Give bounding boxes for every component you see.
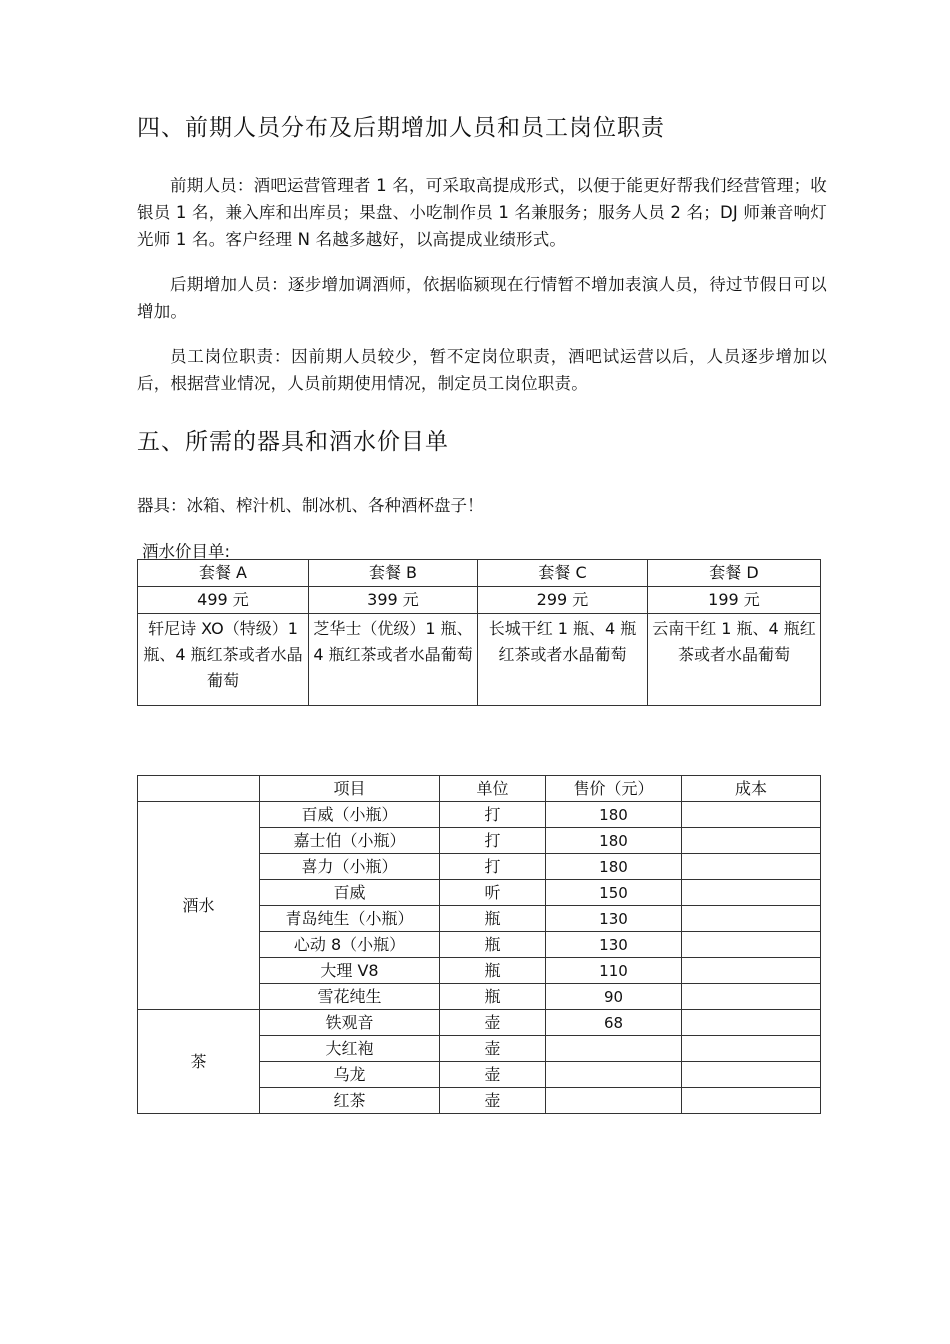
- item-cost: [682, 958, 821, 984]
- menu-header-row: [138, 776, 821, 802]
- header-cost: 成本: [682, 776, 821, 802]
- header-price: 售价（元）: [546, 776, 682, 802]
- item-name: 心动 8（小瓶）: [260, 932, 440, 958]
- item-name: 大理 V8: [260, 958, 440, 984]
- item-unit: 打: [440, 802, 546, 828]
- price-list-label: 酒水价目单:: [142, 542, 231, 561]
- package-price: 499 元: [138, 587, 309, 614]
- package-desc-row: [138, 614, 821, 706]
- section4-para-later-staff: 后期增加人员：逐步增加调酒师，依据临颍现在行情暂不增加表演人员，待过节假日可以增加。: [137, 275, 827, 321]
- item-unit: 瓶: [440, 984, 546, 1010]
- package-desc: 长城干红 1 瓶、4 瓶红茶或者水晶葡萄: [478, 614, 648, 706]
- item-unit: 瓶: [440, 958, 546, 984]
- item-name: 乌龙: [260, 1062, 440, 1088]
- package-name: 套餐 B: [309, 560, 478, 587]
- item-price: 90: [546, 984, 682, 1010]
- package-price: 399 元: [309, 587, 478, 614]
- item-unit: 壶: [440, 1010, 546, 1036]
- category-drinks: 酒水: [138, 802, 260, 1010]
- section4-para-initial-staff: 前期人员：酒吧运营管理者 1 名，可采取高提成形式，以便于能更好帮我们经营管理；收银员 1 名，兼入库和出库员；果盘、小吃制作员 1 名兼服务；服务人员 2 名；DJ 师兼音响灯光师 1 名。客户经理 N 名越多越好，以高提成业绩形式。: [137, 176, 827, 249]
- package-name: 套餐 A: [138, 560, 309, 587]
- package-name: 套餐 C: [478, 560, 648, 587]
- item-cost: [682, 1088, 821, 1114]
- item-cost: [682, 880, 821, 906]
- package-name: 套餐 D: [648, 560, 821, 587]
- package-name-row: [138, 560, 821, 587]
- item-price: 180: [546, 854, 682, 880]
- package-table: [137, 559, 821, 706]
- item-name: 喜力（小瓶）: [260, 854, 440, 880]
- item-price: 180: [546, 828, 682, 854]
- item-cost: [682, 854, 821, 880]
- package-desc: 云南干红 1 瓶、4 瓶红茶或者水晶葡萄: [648, 614, 821, 706]
- item-unit: 听: [440, 880, 546, 906]
- item-unit: 瓶: [440, 906, 546, 932]
- package-price: 299 元: [478, 587, 648, 614]
- package-desc: 轩尼诗 XO（特级）1 瓶、4 瓶红茶或者水晶葡萄: [138, 614, 309, 706]
- item-unit: 打: [440, 828, 546, 854]
- item-price: 68: [546, 1010, 682, 1036]
- package-price: 199 元: [648, 587, 821, 614]
- package-price-row: [138, 587, 821, 614]
- category-tea: 茶: [138, 1010, 260, 1114]
- item-unit: 打: [440, 854, 546, 880]
- item-name: 铁观音: [260, 1010, 440, 1036]
- item-name: 雪花纯生: [260, 984, 440, 1010]
- item-price: [546, 1088, 682, 1114]
- item-cost: [682, 984, 821, 1010]
- item-cost: [682, 1036, 821, 1062]
- section5-title: 五、所需的器具和酒水价目单: [137, 429, 449, 455]
- item-name: 百威（小瓶）: [260, 802, 440, 828]
- item-price: 110: [546, 958, 682, 984]
- item-name: 大红袍: [260, 1036, 440, 1062]
- item-cost: [682, 802, 821, 828]
- header-unit: 单位: [440, 776, 546, 802]
- item-cost: [682, 1062, 821, 1088]
- item-unit: 壶: [440, 1036, 546, 1062]
- item-name: 嘉士伯（小瓶）: [260, 828, 440, 854]
- table-row: [138, 1010, 821, 1036]
- item-name: 青岛纯生（小瓶）: [260, 906, 440, 932]
- item-name: 百威: [260, 880, 440, 906]
- drink-menu-table: [137, 775, 821, 1114]
- item-cost: [682, 932, 821, 958]
- section4-para-duties: 员工岗位职责：因前期人员较少，暂不定岗位职责，酒吧试运营以后，人员逐步增加以后，根据营业情况，人员前期使用情况，制定员工岗位职责。: [137, 347, 827, 393]
- header-item: 项目: [260, 776, 440, 802]
- item-unit: 壶: [440, 1062, 546, 1088]
- package-desc: 芝华士（优级）1 瓶、4 瓶红茶或者水晶葡萄: [309, 614, 478, 706]
- item-price: 130: [546, 906, 682, 932]
- item-name: 红茶: [260, 1088, 440, 1114]
- item-unit: 瓶: [440, 932, 546, 958]
- item-price: [546, 1036, 682, 1062]
- item-price: 130: [546, 932, 682, 958]
- item-cost: [682, 1010, 821, 1036]
- section4-title: 四、前期人员分布及后期增加人员和员工岗位职责: [137, 115, 665, 141]
- item-cost: [682, 906, 821, 932]
- equipment-line: 器具：冰箱、榨汁机、制冰机、各种酒杯盘子！: [137, 496, 484, 515]
- item-price: 180: [546, 802, 682, 828]
- item-price: [546, 1062, 682, 1088]
- item-price: 150: [546, 880, 682, 906]
- table-row: [138, 802, 821, 828]
- item-unit: 壶: [440, 1088, 546, 1114]
- item-cost: [682, 828, 821, 854]
- header-category: [138, 776, 260, 802]
